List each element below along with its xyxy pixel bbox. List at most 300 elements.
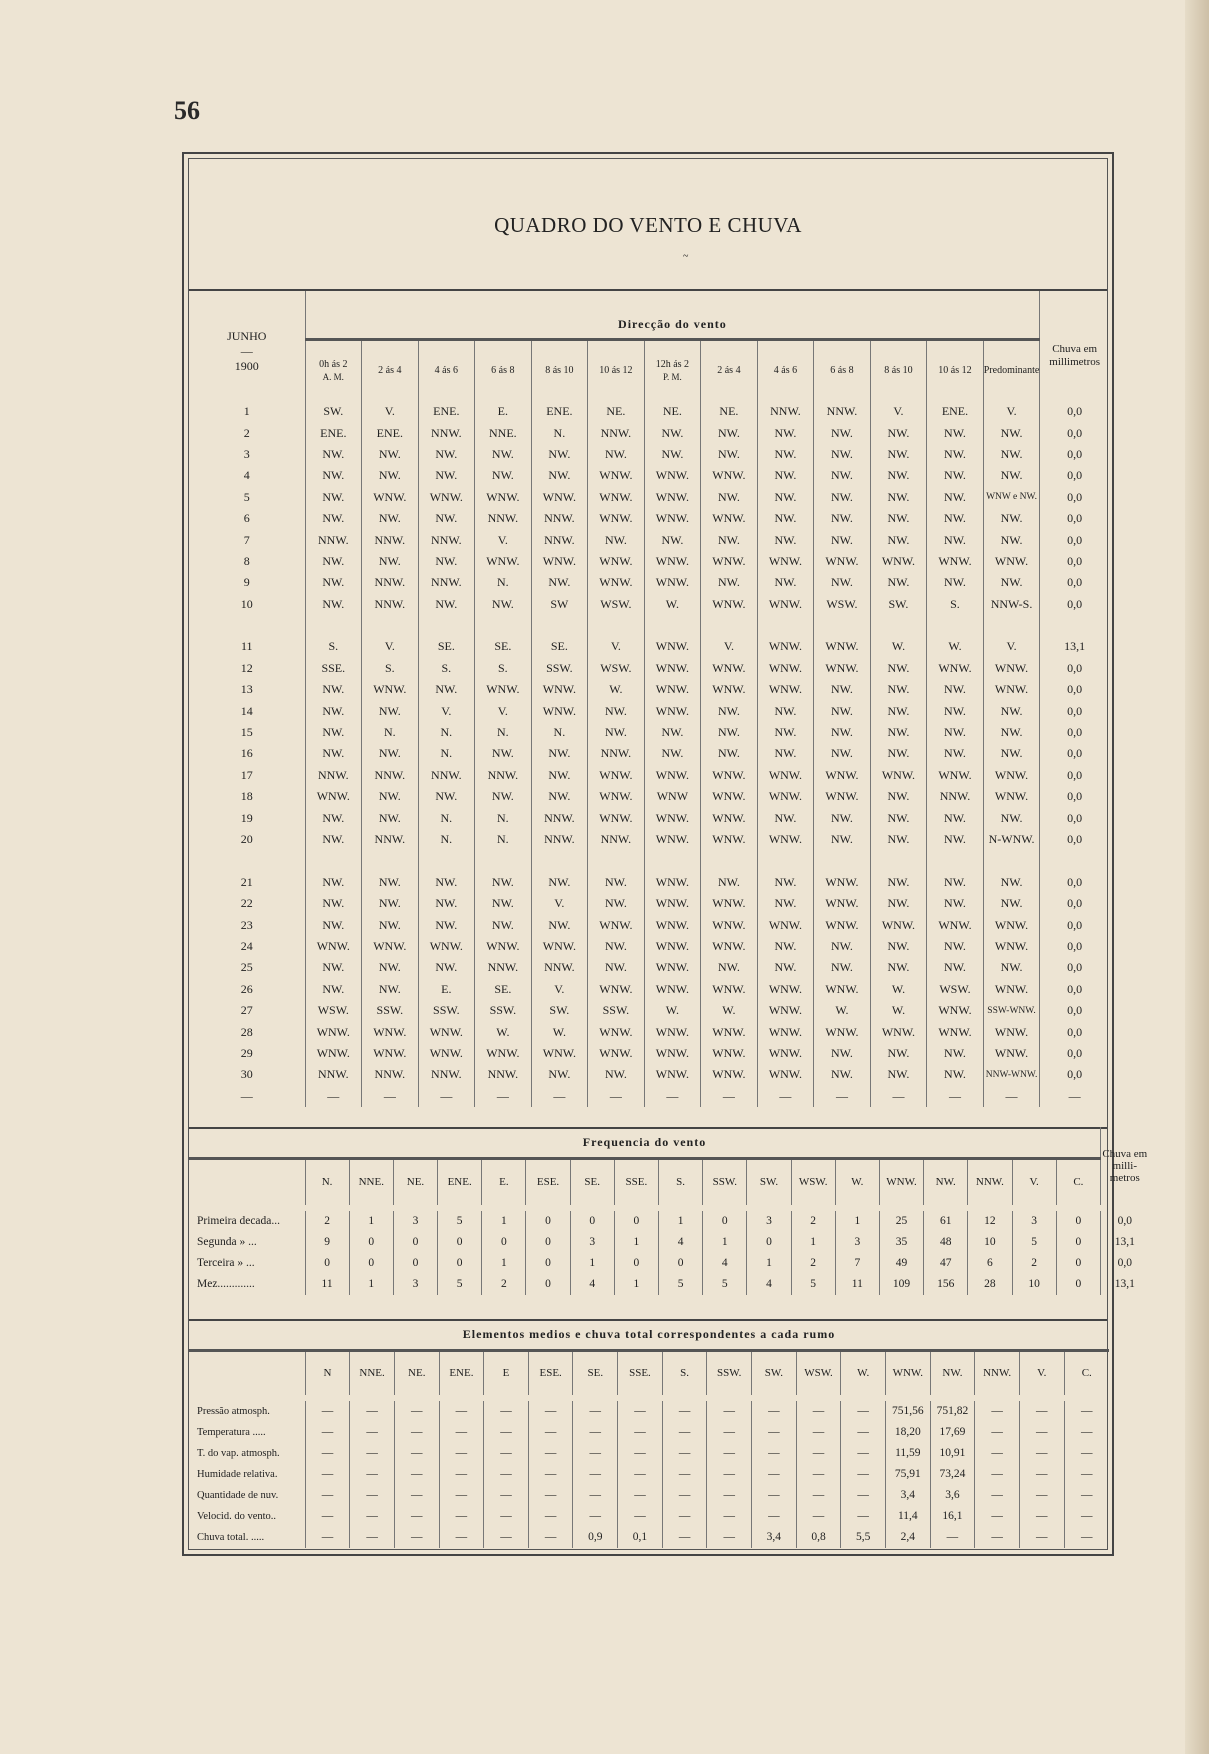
direction-cell: NE. bbox=[588, 401, 645, 422]
elements-cell: — bbox=[975, 1506, 1020, 1527]
direction-cell: NW. bbox=[588, 957, 645, 978]
direction-cell: NW. bbox=[814, 743, 871, 764]
direction-cell bbox=[983, 850, 1040, 871]
direction-cell: NW. bbox=[814, 444, 871, 465]
direction-cell: NW. bbox=[531, 786, 588, 807]
frequency-cell: 4 bbox=[703, 1253, 747, 1274]
elements-cell: — bbox=[752, 1443, 797, 1464]
direction-cell: NW. bbox=[418, 508, 475, 529]
elements-column-header: ENE. bbox=[439, 1351, 484, 1395]
elements-cell: — bbox=[305, 1443, 350, 1464]
elements-column-header: E bbox=[484, 1351, 529, 1395]
direction-cell: NNW-WNW. bbox=[983, 1064, 1040, 1085]
direction-cell: NW. bbox=[701, 529, 758, 550]
frequency-cell: 3 bbox=[393, 1274, 437, 1295]
elements-cell: — bbox=[439, 1401, 484, 1422]
direction-cell: NW. bbox=[757, 807, 814, 828]
direction-column-header bbox=[814, 340, 871, 401]
elements-cell: 0,9 bbox=[573, 1527, 618, 1548]
rain-cell: 0,0 bbox=[1040, 807, 1109, 828]
direction-cell: NW. bbox=[418, 465, 475, 486]
table-row bbox=[189, 594, 1109, 615]
direction-cell: NW. bbox=[305, 444, 362, 465]
elements-table bbox=[189, 1319, 1109, 1548]
elements-cell: — bbox=[484, 1443, 529, 1464]
direction-cell: V. bbox=[870, 401, 927, 422]
direction-cell: NNW. bbox=[531, 807, 588, 828]
direction-cell bbox=[588, 850, 645, 871]
frequency-cell: 1 bbox=[349, 1211, 393, 1232]
direction-cell: NW. bbox=[814, 465, 871, 486]
elements-cell: 75,91 bbox=[885, 1464, 930, 1485]
direction-cell: NW. bbox=[983, 722, 1040, 743]
direction-cell: WNW. bbox=[305, 936, 362, 957]
table-row bbox=[189, 551, 1109, 572]
elements-cell: — bbox=[796, 1422, 841, 1443]
frequency-cell: 0 bbox=[526, 1253, 570, 1274]
frequency-cell: 0 bbox=[747, 1232, 791, 1253]
direction-cell: V. bbox=[983, 401, 1040, 422]
elements-cell: 0,1 bbox=[618, 1527, 663, 1548]
rain-cell bbox=[1040, 850, 1109, 871]
page-title: QUADRO DO VENTO E CHUVA bbox=[494, 213, 802, 237]
column-label: 10 ás 12 bbox=[938, 365, 972, 377]
column-label: 2 ás 4 bbox=[717, 365, 741, 377]
elements-cell: — bbox=[796, 1443, 841, 1464]
direction-cell: NNW. bbox=[362, 1064, 419, 1085]
frequency-column-header: V. bbox=[1012, 1159, 1056, 1205]
elements-cell: — bbox=[841, 1464, 886, 1485]
direction-cell bbox=[531, 615, 588, 636]
rain-cell: 0,0 bbox=[1040, 551, 1109, 572]
rain-cell: 0,0 bbox=[1040, 936, 1109, 957]
direction-cell: NNW. bbox=[588, 743, 645, 764]
direction-cell: WNW. bbox=[588, 1043, 645, 1064]
elements-title: Elementos medios e chuva total correspondentes a cada rumo bbox=[462, 1327, 836, 1341]
direction-column-header bbox=[644, 340, 701, 401]
direction-cell: NW. bbox=[644, 444, 701, 465]
direction-cell: NW. bbox=[531, 572, 588, 593]
direction-cell: V. bbox=[983, 636, 1040, 657]
direction-cell: SSW. bbox=[588, 1000, 645, 1021]
direction-cell: SSW. bbox=[531, 658, 588, 679]
direction-cell: NW. bbox=[757, 444, 814, 465]
frequency-cell: 2 bbox=[791, 1253, 835, 1274]
direction-cell: NW. bbox=[927, 422, 984, 443]
frequency-cell: 0 bbox=[438, 1232, 482, 1253]
direction-cell: NNW. bbox=[531, 829, 588, 850]
rain-cell: 0,0 bbox=[1040, 444, 1109, 465]
direction-cell: WNW. bbox=[588, 551, 645, 572]
frequency-title: Frequencia do vento bbox=[582, 1135, 707, 1149]
direction-cell: WNW. bbox=[983, 765, 1040, 786]
frequency-cell: 5 bbox=[791, 1274, 835, 1295]
direction-cell: NW. bbox=[305, 465, 362, 486]
direction-cell: NW. bbox=[870, 893, 927, 914]
elements-cell: — bbox=[484, 1422, 529, 1443]
direction-cell: NW. bbox=[927, 508, 984, 529]
direction-cell: NW. bbox=[305, 679, 362, 700]
rain-cell: 0,0 bbox=[1040, 401, 1109, 422]
direction-cell: WNW. bbox=[644, 829, 701, 850]
direction-cell: V. bbox=[531, 893, 588, 914]
direction-cell: W. bbox=[870, 979, 927, 1000]
direction-cell: WNW. bbox=[983, 679, 1040, 700]
rain-cell: 0,0 bbox=[1040, 658, 1109, 679]
frequency-column-header: WNW. bbox=[879, 1159, 923, 1205]
elements-cell: — bbox=[1019, 1527, 1064, 1548]
direction-cell: E. bbox=[475, 401, 532, 422]
direction-cell: NW. bbox=[305, 594, 362, 615]
direction-cell: WNW bbox=[644, 786, 701, 807]
direction-cell: WSW. bbox=[927, 979, 984, 1000]
direction-cell: S. bbox=[475, 658, 532, 679]
frequency-cell: 3 bbox=[747, 1211, 791, 1232]
elements-column-header: S. bbox=[662, 1351, 707, 1395]
direction-cell: WNW. bbox=[757, 1000, 814, 1021]
direction-cell: NW. bbox=[531, 743, 588, 764]
direction-cell: SSW. bbox=[475, 1000, 532, 1021]
column-label: 2 ás 4 bbox=[378, 365, 402, 377]
elements-cell: — bbox=[841, 1485, 886, 1506]
direction-cell: WNW. bbox=[644, 658, 701, 679]
frequency-cell: 1 bbox=[614, 1232, 658, 1253]
elements-cell: — bbox=[796, 1464, 841, 1485]
table-row bbox=[189, 529, 1109, 550]
frequency-cell: 1 bbox=[614, 1274, 658, 1295]
row-label: Quantidade de nuv. bbox=[197, 1489, 279, 1501]
elements-cell: — bbox=[752, 1506, 797, 1527]
direction-cell: WNW. bbox=[644, 465, 701, 486]
direction-cell: WNW. bbox=[362, 936, 419, 957]
direction-cell: WNW. bbox=[983, 1021, 1040, 1042]
direction-cell: NW. bbox=[701, 572, 758, 593]
elements-cell: — bbox=[305, 1401, 350, 1422]
frequency-cell: 0 bbox=[614, 1253, 658, 1274]
elements-cell: — bbox=[1019, 1485, 1064, 1506]
elements-cell: — bbox=[305, 1506, 350, 1527]
direction-cell: N. bbox=[475, 722, 532, 743]
direction-cell: NW. bbox=[757, 872, 814, 893]
direction-cell: NW. bbox=[814, 936, 871, 957]
table-row bbox=[189, 786, 1109, 807]
direction-cell: WNW. bbox=[814, 765, 871, 786]
direction-cell: V. bbox=[362, 401, 419, 422]
day-cell: 23 bbox=[240, 917, 253, 932]
direction-cell: WNW. bbox=[418, 936, 475, 957]
direction-cell: SW. bbox=[531, 1000, 588, 1021]
elements-cell: — bbox=[841, 1443, 886, 1464]
day-cell: 5 bbox=[243, 489, 250, 504]
direction-cell bbox=[927, 615, 984, 636]
frequency-cell: 5 bbox=[438, 1274, 482, 1295]
elements-column-header: C. bbox=[1064, 1351, 1109, 1395]
day-cell: 20 bbox=[240, 832, 253, 846]
direction-cell: NW. bbox=[588, 893, 645, 914]
direction-cell: SW. bbox=[870, 594, 927, 615]
direction-cell: WNW. bbox=[701, 765, 758, 786]
frequency-cell: 9 bbox=[305, 1232, 349, 1253]
direction-cell: NW. bbox=[305, 743, 362, 764]
frequency-cell: 10 bbox=[968, 1232, 1012, 1253]
direction-cell: W. bbox=[927, 636, 984, 657]
direction-cell: WNW. bbox=[644, 679, 701, 700]
elements-cell: — bbox=[707, 1401, 752, 1422]
table-frame bbox=[182, 152, 1148, 1556]
direction-cell: NNW. bbox=[418, 1064, 475, 1085]
direction-cell: NW. bbox=[870, 679, 927, 700]
elements-cell: — bbox=[439, 1422, 484, 1443]
direction-cell: WNW. bbox=[757, 829, 814, 850]
direction-column-header bbox=[983, 340, 1040, 401]
direction-cell: NW. bbox=[814, 1043, 871, 1064]
direction-cell: NW. bbox=[983, 508, 1040, 529]
frequency-column-header: S. bbox=[659, 1159, 703, 1205]
direction-cell: NW. bbox=[475, 743, 532, 764]
direction-cell: NW. bbox=[927, 722, 984, 743]
frequency-column-header: NW. bbox=[924, 1159, 968, 1205]
direction-cell bbox=[644, 850, 701, 871]
direction-cell: WNW. bbox=[588, 979, 645, 1000]
direction-cell: WNW. bbox=[644, 572, 701, 593]
frequency-column-header: E. bbox=[482, 1159, 526, 1205]
frequency-cell: 7 bbox=[835, 1253, 879, 1274]
table-row bbox=[189, 1253, 1149, 1274]
elements-cell: — bbox=[618, 1485, 663, 1506]
direction-cell: NW. bbox=[757, 700, 814, 721]
day-cell: 22 bbox=[240, 896, 253, 911]
direction-cell: WNW. bbox=[927, 914, 984, 935]
direction-cell: NW. bbox=[531, 1064, 588, 1085]
direction-cell: WNW. bbox=[588, 572, 645, 593]
direction-cell bbox=[983, 615, 1040, 636]
direction-cell: WNW. bbox=[644, 936, 701, 957]
direction-cell: NW. bbox=[588, 872, 645, 893]
row-label: Mez............. bbox=[197, 1278, 255, 1290]
day-cell: 6 bbox=[243, 511, 250, 526]
direction-cell: SSW. bbox=[418, 1000, 475, 1021]
direction-cell: WNW. bbox=[588, 465, 645, 486]
elements-cell: — bbox=[752, 1464, 797, 1485]
direction-cell: WNW. bbox=[701, 508, 758, 529]
direction-cell: WNW. bbox=[701, 594, 758, 615]
elements-cell: 18,20 bbox=[885, 1422, 930, 1443]
rain-cell: 0,0 bbox=[1040, 979, 1109, 1000]
direction-cell: NW. bbox=[362, 807, 419, 828]
direction-cell: NW. bbox=[305, 872, 362, 893]
direction-cell: WNW. bbox=[644, 979, 701, 1000]
direction-cell: WSW. bbox=[814, 594, 871, 615]
table-row bbox=[189, 1443, 1109, 1464]
direction-cell: ENE. bbox=[927, 401, 984, 422]
direction-cell: NW. bbox=[927, 1064, 984, 1085]
direction-cell: NW. bbox=[927, 700, 984, 721]
direction-cell: NW. bbox=[983, 957, 1040, 978]
direction-cell: NW. bbox=[701, 422, 758, 443]
direction-cell: NW. bbox=[927, 572, 984, 593]
elements-cell: — bbox=[528, 1401, 573, 1422]
frequency-cell: 0 bbox=[526, 1232, 570, 1253]
direction-cell: NW. bbox=[870, 829, 927, 850]
frequency-cell: 1 bbox=[349, 1274, 393, 1295]
direction-cell: NW. bbox=[531, 914, 588, 935]
direction-cell: N. bbox=[475, 572, 532, 593]
day-cell bbox=[189, 850, 305, 871]
elements-cell: — bbox=[752, 1422, 797, 1443]
direction-cell: WNW. bbox=[757, 636, 814, 657]
rain-cell: 0,0 bbox=[1040, 893, 1109, 914]
direction-cell: SSW-WNW. bbox=[983, 1000, 1040, 1021]
elements-cell: — bbox=[618, 1506, 663, 1527]
direction-cell: NW. bbox=[475, 594, 532, 615]
direction-cell: WNW. bbox=[644, 508, 701, 529]
direction-cell: NW. bbox=[362, 979, 419, 1000]
direction-cell: WNW. bbox=[531, 487, 588, 508]
direction-cell: NW. bbox=[531, 444, 588, 465]
direction-cell: NW. bbox=[531, 765, 588, 786]
direction-cell: V. bbox=[475, 529, 532, 550]
table-row bbox=[189, 658, 1109, 679]
rain-cell: 0,0 bbox=[1040, 422, 1109, 443]
direction-column-header bbox=[418, 340, 475, 401]
direction-cell: NW. bbox=[362, 786, 419, 807]
direction-cell: N. bbox=[418, 807, 475, 828]
elements-cell: — bbox=[707, 1485, 752, 1506]
direction-cell: SE. bbox=[531, 636, 588, 657]
rain-cell: 0,0 bbox=[1040, 765, 1109, 786]
day-cell: 13 bbox=[240, 682, 253, 697]
elements-cell: — bbox=[350, 1422, 395, 1443]
column-label: 6 ás 8 bbox=[830, 365, 854, 377]
direction-column-header bbox=[531, 340, 588, 401]
direction-cell: NNW. bbox=[475, 1064, 532, 1085]
direction-cell: NW. bbox=[983, 444, 1040, 465]
direction-cell: WNW. bbox=[644, 1064, 701, 1085]
day-cell: 2 bbox=[243, 425, 250, 440]
direction-cell: WNW. bbox=[701, 1021, 758, 1042]
direction-cell: WNW. bbox=[475, 551, 532, 572]
elements-cell: 751,56 bbox=[885, 1401, 930, 1422]
elements-cell: — bbox=[394, 1485, 439, 1506]
direction-cell: NW. bbox=[870, 422, 927, 443]
direction-cell: NW. bbox=[588, 444, 645, 465]
elements-cell: — bbox=[752, 1401, 797, 1422]
direction-cell bbox=[531, 850, 588, 871]
table-row bbox=[189, 872, 1109, 893]
direction-cell: NW. bbox=[814, 508, 871, 529]
direction-cell: WNW. bbox=[870, 765, 927, 786]
elements-cell: 2,4 bbox=[885, 1527, 930, 1548]
direction-cell: NW. bbox=[305, 508, 362, 529]
direction-cell: NW. bbox=[870, 508, 927, 529]
direction-cell: NW. bbox=[475, 465, 532, 486]
direction-cell: W. bbox=[475, 1021, 532, 1042]
direction-cell: NNW. bbox=[362, 594, 419, 615]
elements-cell: — bbox=[1064, 1464, 1109, 1485]
direction-cell: WNW. bbox=[983, 936, 1040, 957]
direction-cell: — bbox=[475, 1086, 532, 1107]
table-row bbox=[189, 1422, 1109, 1443]
direction-cell: ENE. bbox=[362, 422, 419, 443]
direction-cell: WNW. bbox=[305, 1021, 362, 1042]
table-row bbox=[189, 807, 1109, 828]
frequency-cell: 0 bbox=[659, 1253, 703, 1274]
direction-cell: WNW. bbox=[644, 893, 701, 914]
direction-cell: NW. bbox=[870, 722, 927, 743]
elements-cell: — bbox=[618, 1464, 663, 1485]
direction-cell: S. bbox=[418, 658, 475, 679]
direction-cell: NW. bbox=[305, 807, 362, 828]
frequency-cell: 47 bbox=[924, 1253, 968, 1274]
direction-cell: — bbox=[814, 1086, 871, 1107]
direction-cell: NW. bbox=[927, 872, 984, 893]
row-label: Velocid. do vento.. bbox=[197, 1510, 277, 1522]
direction-cell: N. bbox=[531, 422, 588, 443]
elements-cell: — bbox=[394, 1506, 439, 1527]
direction-cell: WSW. bbox=[588, 594, 645, 615]
day-cell: 8 bbox=[243, 553, 250, 568]
elements-cell: — bbox=[439, 1506, 484, 1527]
direction-cell: NW. bbox=[870, 1064, 927, 1085]
direction-cell: NW. bbox=[305, 487, 362, 508]
elements-cell: — bbox=[394, 1443, 439, 1464]
elements-cell: — bbox=[975, 1485, 1020, 1506]
elements-cell: — bbox=[662, 1485, 707, 1506]
day-cell: 16 bbox=[240, 746, 253, 761]
direction-cell: NW. bbox=[305, 957, 362, 978]
direction-cell: NW. bbox=[814, 572, 871, 593]
direction-cell: NW. bbox=[870, 786, 927, 807]
elements-cell: — bbox=[662, 1506, 707, 1527]
frequency-cell: 25 bbox=[879, 1211, 923, 1232]
direction-cell: NW. bbox=[870, 487, 927, 508]
direction-cell bbox=[305, 850, 362, 871]
frequency-cell: 1 bbox=[570, 1253, 614, 1274]
direction-cell: NNW. bbox=[531, 508, 588, 529]
table-row bbox=[189, 401, 1109, 422]
frequency-cell: 10 bbox=[1012, 1274, 1056, 1295]
elements-cell: — bbox=[707, 1422, 752, 1443]
frequency-cell: 1 bbox=[482, 1211, 526, 1232]
elements-cell: 3,6 bbox=[930, 1485, 975, 1506]
direction-cell: ENE. bbox=[305, 422, 362, 443]
direction-cell: WNW. bbox=[644, 807, 701, 828]
direction-cell bbox=[305, 615, 362, 636]
direction-cell: WSW. bbox=[305, 1000, 362, 1021]
direction-cell: WNW. bbox=[362, 679, 419, 700]
frequency-cell: 35 bbox=[879, 1232, 923, 1253]
direction-cell: NW. bbox=[701, 444, 758, 465]
rain-header: Chuva em millimetros bbox=[1040, 291, 1109, 401]
frequency-cell: 4 bbox=[659, 1232, 703, 1253]
direction-cell: WNW. bbox=[814, 914, 871, 935]
elements-cell: — bbox=[662, 1443, 707, 1464]
elements-cell: — bbox=[484, 1506, 529, 1527]
direction-cell: WNW. bbox=[644, 1021, 701, 1042]
direction-cell: NW. bbox=[757, 957, 814, 978]
direction-cell: NNW. bbox=[475, 508, 532, 529]
elements-cell: — bbox=[1019, 1401, 1064, 1422]
elements-cell: — bbox=[394, 1422, 439, 1443]
frequency-cell: 1 bbox=[659, 1211, 703, 1232]
direction-cell: NW. bbox=[757, 893, 814, 914]
direction-cell: WNW. bbox=[644, 872, 701, 893]
title-ornament: ~ bbox=[683, 251, 689, 262]
direction-cell: NW. bbox=[305, 979, 362, 1000]
direction-cell: NW. bbox=[757, 487, 814, 508]
table-row bbox=[189, 444, 1109, 465]
direction-cell: WNW. bbox=[701, 1064, 758, 1085]
